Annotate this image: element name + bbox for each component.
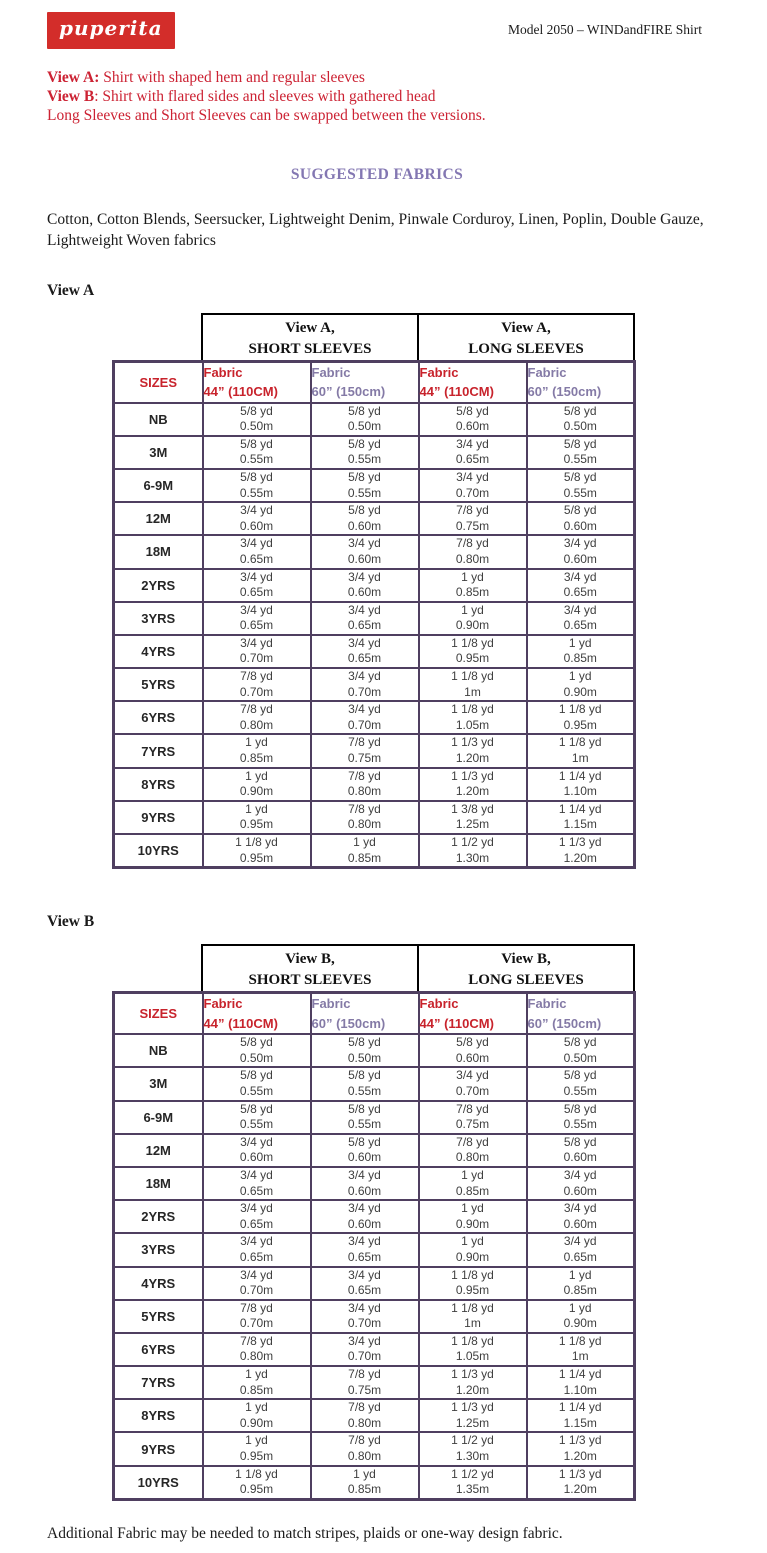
table-row [114,801,635,834]
table-row [114,1366,635,1399]
fabric-amount-cell: 3/4 yd 0.60m [527,1167,635,1200]
fabric-amount-cell: 3/4 yd 0.60m [203,502,311,535]
fabric-amount-cell: 1 yd 0.85m [527,1267,635,1300]
fabric-amount-cell: 5/8 yd 0.50m [203,1034,311,1067]
fabric-amount-cell: 3/4 yd 0.65m [203,1233,311,1266]
table-row [114,1034,635,1067]
fabric-amount-cell: 7/8 yd 0.80m [203,1333,311,1366]
view-a-fabric-table [112,360,636,870]
fabric-column-header: Fabric 44” (110CM) [203,361,311,403]
fabric-amount-cell: 5/8 yd 0.50m [527,403,635,436]
fabric-amount-cell: 7/8 yd 0.75m [419,502,527,535]
fabric-amount-cell: 1 1/8 yd 1m [419,668,527,701]
size-label: 6-9M [114,1101,203,1134]
table-row [114,602,635,635]
fabric-column-header: Fabric 60” (150cm) [311,993,419,1035]
fabric-amount-cell: 7/8 yd 0.80m [203,701,311,734]
view-b-long-sleeves-header: View B, LONG SLEEVES [417,946,633,991]
fabric-amount-cell: 3/4 yd 0.65m [311,635,419,668]
table-row [114,1200,635,1233]
view-b-table-block [112,944,635,1501]
fabric-amount-cell: 7/8 yd 0.80m [311,768,419,801]
fabric-amount-cell: 1 1/8 yd 0.95m [203,1466,311,1500]
fabric-amount-cell: 1 yd 0.85m [203,734,311,767]
fabric-amount-cell: 1 yd 0.90m [419,1233,527,1266]
fabric-amount-cell: 5/8 yd 0.50m [203,403,311,436]
fabric-amount-cell: 1 1/8 yd 0.95m [419,1267,527,1300]
fabric-amount-cell: 5/8 yd 0.55m [311,1067,419,1100]
fabric-amount-cell: 1 yd 0.90m [203,768,311,801]
fabric-amount-cell: 5/8 yd 0.60m [311,502,419,535]
size-label: 18M [114,535,203,568]
sleeves-note: Long Sleeves and Short Sleeves can be swapped between the versions. [47,106,486,124]
fabric-amount-cell: 1 1/3 yd 1.20m [419,1366,527,1399]
page-header [47,10,707,49]
fabric-amount-cell: 7/8 yd 0.70m [203,668,311,701]
fabric-amount-cell: 1 yd 0.95m [203,1432,311,1465]
fabric-column-header: Fabric 44” (110CM) [419,361,527,403]
table-row [114,734,635,767]
size-label: 3YRS [114,1233,203,1266]
table-row [114,469,635,502]
fabric-amount-cell: 3/4 yd 0.60m [311,1167,419,1200]
fabric-amount-cell: 3/4 yd 0.65m [527,1233,635,1266]
table-row [114,1167,635,1200]
fabric-amount-cell: 3/4 yd 0.65m [311,1233,419,1266]
fabric-amount-cell: 1 yd 0.90m [527,668,635,701]
table-row [114,1333,635,1366]
fabric-amount-cell: 5/8 yd 0.55m [311,436,419,469]
table-row [114,403,635,436]
fabric-amount-cell: 3/4 yd 0.70m [311,701,419,734]
size-label: 3M [114,1067,203,1100]
size-label: 10YRS [114,1466,203,1500]
view-b-group-header [201,944,635,991]
fabric-amount-cell: 5/8 yd 0.60m [527,1134,635,1167]
fabric-amount-cell: 1 yd 0.85m [311,1466,419,1500]
view-a-table-block [112,313,635,870]
fabric-amount-cell: 1 yd 0.90m [419,1200,527,1233]
fabric-amount-cell: 5/8 yd 0.55m [203,1101,311,1134]
view-b-section-heading: View B [47,913,95,931]
fabric-amount-cell: 1 yd 0.90m [419,602,527,635]
size-label: 2YRS [114,569,203,602]
table-row [114,502,635,535]
fabric-amount-cell: 1 1/2 yd 1.30m [419,834,527,868]
fabric-amount-cell: 1 1/8 yd 0.95m [419,635,527,668]
fabric-amount-cell: 7/8 yd 0.75m [311,734,419,767]
fabric-amount-cell: 3/4 yd 0.65m [311,1267,419,1300]
fabric-amount-cell: 7/8 yd 0.80m [419,1134,527,1167]
view-a-group-header [201,313,635,360]
size-label: NB [114,1034,203,1067]
additional-fabric-note: Additional Fabric may be needed to match stripes, plaids or one-way design fabric. [47,1524,563,1542]
fabric-amount-cell: 1 1/3 yd 1.20m [527,1466,635,1500]
suggested-fabrics-heading: SUGGESTED FABRICS [290,165,464,183]
fabric-amount-cell: 3/4 yd 0.60m [311,1200,419,1233]
fabric-amount-cell: 1 3/8 yd 1.25m [419,801,527,834]
fabric-amount-cell: 1 yd 0.85m [419,569,527,602]
view-a-short-sleeves-header: View A, SHORT SLEEVES [248,319,372,357]
fabric-amount-cell: 3/4 yd 0.60m [311,569,419,602]
size-label: 6YRS [114,1333,203,1366]
fabric-amount-cell: 1 yd 0.85m [527,635,635,668]
fabric-amount-cell: 5/8 yd 0.55m [203,1067,311,1100]
fabric-column-header: Fabric 60” (150cm) [311,361,419,403]
fabric-amount-cell: 1 1/3 yd 1.20m [527,834,635,868]
view-a-section-heading: View A [47,281,95,299]
fabric-amount-cell: 3/4 yd 0.70m [203,635,311,668]
table-row [114,834,635,868]
fabric-amount-cell: 1 1/8 yd 1.05m [419,701,527,734]
size-label: 9YRS [114,801,203,834]
size-label: 5YRS [114,668,203,701]
fabric-amount-cell: 1 yd 0.85m [203,1366,311,1399]
column-header-row [114,361,635,403]
fabric-amount-cell: 1 1/8 yd 0.95m [527,701,635,734]
fabric-column-header: Fabric 60” (150cm) [527,993,635,1035]
view-b-description: View B: Shirt with flared sides and sleeves with gathered head [47,87,436,105]
model-title: Model 2050 – WINDandFIRE Shirt [508,22,702,37]
table-row [114,569,635,602]
table-row [114,1233,635,1266]
fabric-amount-cell: 3/4 yd 0.65m [203,602,311,635]
fabric-amount-cell: 1 1/4 yd 1.15m [527,1399,635,1432]
fabric-amount-cell: 5/8 yd 0.55m [203,469,311,502]
view-a-long-sleeves-header: View A, LONG SLEEVES [417,315,633,360]
size-label: 7YRS [114,734,203,767]
size-label: 10YRS [114,834,203,868]
fabric-amount-cell: 3/4 yd 0.60m [527,1200,635,1233]
fabric-amount-cell: 5/8 yd 0.50m [527,1034,635,1067]
fabric-amount-cell: 5/8 yd 0.60m [419,403,527,436]
fabric-amount-cell: 3/4 yd 0.65m [527,569,635,602]
fabric-amount-cell: 5/8 yd 0.50m [311,1034,419,1067]
size-label: 6YRS [114,701,203,734]
fabric-amount-cell: 5/8 yd 0.55m [527,1067,635,1100]
column-header-row [114,993,635,1035]
fabric-amount-cell: 1 1/2 yd 1.35m [419,1466,527,1500]
size-label: 7YRS [114,1366,203,1399]
fabric-amount-cell: 3/4 yd 0.60m [311,535,419,568]
fabric-amount-cell: 1 1/8 yd 0.95m [203,834,311,868]
fabric-amount-cell: 3/4 yd 0.65m [203,569,311,602]
size-label: 9YRS [114,1432,203,1465]
fabric-amount-cell: 3/4 yd 0.70m [311,1333,419,1366]
fabric-amount-cell: 5/8 yd 0.55m [527,1101,635,1134]
fabric-amount-cell: 5/8 yd 0.60m [419,1034,527,1067]
size-label: 12M [114,502,203,535]
fabric-amount-cell: 3/4 yd 0.70m [203,1267,311,1300]
size-label: 5YRS [114,1300,203,1333]
fabric-amount-cell: 1 1/8 yd 1m [527,734,635,767]
fabric-column-header: Fabric 60” (150cm) [527,361,635,403]
table-row [114,768,635,801]
fabric-amount-cell: 1 1/3 yd 1.20m [419,768,527,801]
fabric-amount-cell: 3/4 yd 0.60m [203,1134,311,1167]
table-row [114,668,635,701]
sizes-column-header: SIZES [114,361,203,403]
fabric-amount-cell: 3/4 yd 0.60m [527,535,635,568]
fabric-amount-cell: 7/8 yd 0.80m [311,1399,419,1432]
fabric-amount-cell: 1 1/4 yd 1.10m [527,768,635,801]
fabric-amount-cell: 1 yd 0.95m [203,801,311,834]
view-a-description: View A: Shirt with shaped hem and regular sleeves [47,69,365,86]
table-row [114,436,635,469]
table-row [114,701,635,734]
fabric-amount-cell: 7/8 yd 0.80m [419,535,527,568]
fabric-amount-cell: 1 1/8 yd 1m [527,1333,635,1366]
fabric-amount-cell: 5/8 yd 0.60m [527,502,635,535]
size-label: 6-9M [114,469,203,502]
fabric-amount-cell: 5/8 yd 0.55m [311,469,419,502]
fabric-amount-cell: 7/8 yd 0.80m [311,1432,419,1465]
fabric-amount-cell: 1 1/8 yd 1m [419,1300,527,1333]
fabric-amount-cell: 7/8 yd 0.80m [311,801,419,834]
table-row [114,535,635,568]
table-row [114,1267,635,1300]
table-row [114,1067,635,1100]
fabric-amount-cell: 7/8 yd 0.75m [311,1366,419,1399]
fabric-column-header: Fabric 44” (110CM) [203,993,311,1035]
table-row [114,1399,635,1432]
size-label: 8YRS [114,1399,203,1432]
fabric-amount-cell: 5/8 yd 0.55m [527,469,635,502]
suggested-fabrics-list: Cotton, Cotton Blends, Seersucker, Lightweight Denim, Pinwale Corduroy, Linen, Poplin, Double Gauze, Lightweight Woven fabrics [47,210,704,249]
fabric-amount-cell: 1 1/3 yd 1.20m [419,734,527,767]
fabric-amount-cell: 1 yd 0.90m [203,1399,311,1432]
fabric-amount-cell: 3/4 yd 0.70m [419,469,527,502]
fabric-column-header: Fabric 44” (110CM) [419,993,527,1035]
fabric-amount-cell: 3/4 yd 0.65m [203,535,311,568]
fabric-amount-cell: 5/8 yd 0.60m [311,1134,419,1167]
table-row [114,1432,635,1465]
fabric-amount-cell: 3/4 yd 0.65m [203,1167,311,1200]
fabric-amount-cell: 1 1/4 yd 1.10m [527,1366,635,1399]
fabric-amount-cell: 3/4 yd 0.65m [311,602,419,635]
table-row [114,1300,635,1333]
size-label: 4YRS [114,1267,203,1300]
fabric-amount-cell: 3/4 yd 0.70m [311,668,419,701]
fabric-amount-cell: 5/8 yd 0.55m [203,436,311,469]
size-label: NB [114,403,203,436]
fabric-amount-cell: 5/8 yd 0.55m [527,436,635,469]
view-descriptions [47,69,707,126]
fabric-amount-cell: 1 1/3 yd 1.25m [419,1399,527,1432]
size-label: 4YRS [114,635,203,668]
table-row [114,635,635,668]
puperita-logo: puperita [47,12,175,49]
fabric-amount-cell: 1 1/8 yd 1.05m [419,1333,527,1366]
size-label: 8YRS [114,768,203,801]
size-label: 3M [114,436,203,469]
fabric-amount-cell: 1 yd 0.85m [311,834,419,868]
size-label: 12M [114,1134,203,1167]
table-row [114,1134,635,1167]
view-b-short-sleeves-header: View B, SHORT SLEEVES [248,951,372,989]
fabric-amount-cell: 1 1/3 yd 1.20m [527,1432,635,1465]
fabric-amount-cell: 3/4 yd 0.65m [419,436,527,469]
fabric-amount-cell: 1 1/4 yd 1.15m [527,801,635,834]
fabric-amount-cell: 1 yd 0.85m [419,1167,527,1200]
fabric-amount-cell: 7/8 yd 0.70m [203,1300,311,1333]
fabric-amount-cell: 1 yd 0.90m [527,1300,635,1333]
size-label: 18M [114,1167,203,1200]
fabric-amount-cell: 3/4 yd 0.70m [419,1067,527,1100]
fabric-amount-cell: 5/8 yd 0.50m [311,403,419,436]
fabric-amount-cell: 3/4 yd 0.65m [203,1200,311,1233]
fabric-amount-cell: 5/8 yd 0.55m [311,1101,419,1134]
fabric-amount-cell: 3/4 yd 0.70m [311,1300,419,1333]
sizes-column-header: SIZES [114,993,203,1035]
table-row [114,1101,635,1134]
size-label: 2YRS [114,1200,203,1233]
fabric-amount-cell: 1 1/2 yd 1.30m [419,1432,527,1465]
fabric-amount-cell: 7/8 yd 0.75m [419,1101,527,1134]
view-b-fabric-table [112,991,636,1501]
fabric-amount-cell: 3/4 yd 0.65m [527,602,635,635]
size-label: 3YRS [114,602,203,635]
table-row [114,1466,635,1500]
